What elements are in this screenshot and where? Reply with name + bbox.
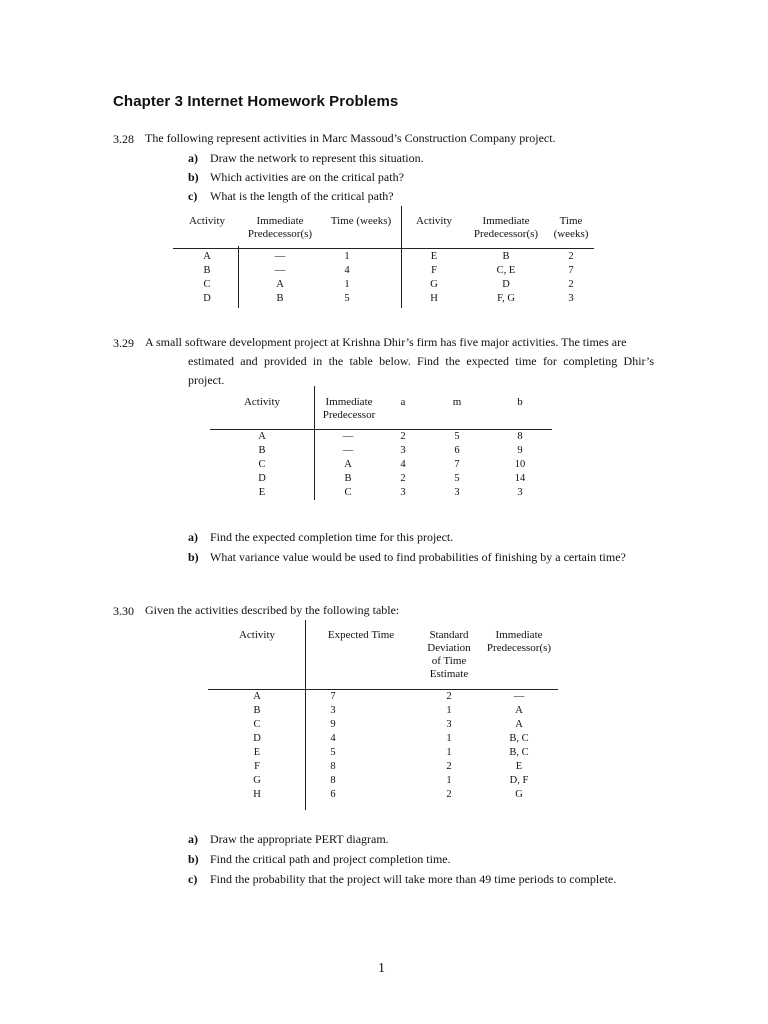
header-expected-time: Expected Time (327, 629, 395, 641)
page-number: 1 (378, 961, 385, 976)
header-m: m (452, 396, 462, 408)
table-cell: H (253, 789, 261, 800)
column-divider (305, 620, 306, 810)
problem-3-28-text: The following represent activities in Marc Massoud’s Construction Company project. (145, 131, 556, 145)
column-divider (314, 386, 315, 500)
table-cell: 5 (330, 747, 336, 758)
table-cell: 4 (330, 733, 336, 744)
table-cell: 4 (400, 459, 406, 470)
column-divider (401, 206, 402, 308)
problem-3-30-question-b: b) Find the critical path and project completion time. (188, 852, 451, 866)
header-predecessors-2: Predecessor(s) (473, 228, 539, 240)
table-cell: 3 (517, 487, 523, 498)
table-cell: 3 (446, 719, 452, 730)
table-cell: A (515, 719, 523, 730)
table-cell: B (344, 473, 352, 484)
table-cell: G (253, 775, 261, 786)
table-cell: C (258, 459, 266, 470)
table-cell: C, E (496, 265, 516, 276)
table-cell: 5 (344, 293, 350, 304)
table-cell: E (258, 487, 266, 498)
problem-3-29-question-b: b) What variance value would be used to find probabilities of finishing by a certain time? (188, 550, 626, 564)
table-cell: 3 (400, 487, 406, 498)
table-cell: — (342, 445, 354, 456)
table-cell: C (344, 487, 352, 498)
table-cell: 14 (514, 473, 526, 484)
header-activity-2: Activity (415, 215, 453, 227)
table-cell: 5 (454, 431, 460, 442)
table-cell: 1 (344, 251, 350, 262)
problem-3-29-question-a: a) Find the expected completion time for this project. (188, 530, 454, 544)
table-cell: 1 (446, 733, 452, 744)
problem-3-28-question-b: b) Which activities are on the critical path? (188, 170, 404, 184)
header-a: a (400, 396, 406, 408)
problem-3-28-question-c: c) What is the length of the critical path? (188, 189, 394, 203)
table-cell: 7 (330, 691, 336, 702)
table-cell: A (203, 251, 211, 262)
table-cell: D (502, 279, 510, 290)
table-cell: 1 (446, 747, 452, 758)
header-activity: Activity (188, 215, 226, 227)
table-cell: B, C (509, 747, 529, 758)
table-cell: B (253, 705, 261, 716)
problem-3-29-line-1: A small software development project at Krishna Dhir’s firm has five major activities. The times are (145, 335, 627, 349)
header-activity: Activity (238, 629, 276, 641)
header-deviation: Deviation (427, 642, 471, 654)
table-cell: D (258, 473, 266, 484)
table-cell: G (430, 279, 438, 290)
table-cell: 5 (454, 473, 460, 484)
header-time-2: Time (559, 215, 583, 227)
table-divider (173, 248, 594, 249)
table-cell: 2 (400, 431, 406, 442)
table-cell: 8 (517, 431, 523, 442)
table-cell: 9 (330, 719, 336, 730)
table-cell: E (515, 761, 523, 772)
header-immediate: Immediate (256, 215, 304, 227)
table-cell: A (258, 431, 266, 442)
table-cell: 8 (330, 761, 336, 772)
table-cell: B (502, 251, 510, 262)
problem-3-30-question-a: a) Draw the appropriate PERT diagram. (188, 832, 389, 846)
table-cell: 1 (446, 775, 452, 786)
column-divider (238, 246, 239, 308)
table-cell: 1 (446, 705, 452, 716)
header-immediate: Immediate (495, 629, 543, 641)
problem-3-29-line-2: estimated and provided in the table below. Find the expected time for completing Dhir’s (188, 354, 654, 368)
table-cell: F (431, 265, 437, 276)
table-cell: A (276, 279, 284, 290)
table-cell: — (342, 431, 354, 442)
table-cell: 4 (344, 265, 350, 276)
table-cell: 6 (330, 789, 336, 800)
table-cell: B (203, 265, 211, 276)
table-cell: A (253, 691, 261, 702)
table-cell: 3 (330, 705, 336, 716)
table-cell: 2 (568, 251, 574, 262)
problem-number-3-28: 3.28 (113, 132, 134, 146)
problem-3-30-text: Given the activities described by the following table: (145, 603, 400, 617)
table-cell: B (258, 445, 266, 456)
problem-number-3-30: 3.30 (113, 604, 134, 618)
table-cell: 2 (446, 691, 452, 702)
table-cell: E (430, 251, 438, 262)
table-cell: F, G (497, 293, 515, 304)
table-cell: F (254, 761, 260, 772)
problem-3-30-question-c: c) Find the probability that the project will take more than 49 time periods to complete. (188, 872, 617, 886)
table-cell: A (344, 459, 352, 470)
header-of-time: of Time (431, 655, 467, 667)
table-cell: C (253, 719, 261, 730)
header-predecessors: Predecessor(s) (486, 642, 552, 654)
table-cell: A (515, 705, 523, 716)
table-cell: 7 (454, 459, 460, 470)
table-cell: 2 (568, 279, 574, 290)
table-cell: — (513, 691, 525, 702)
header-weeks-2: (weeks) (553, 228, 589, 240)
table-cell: D (203, 293, 211, 304)
table-cell: G (515, 789, 523, 800)
table-cell: 6 (454, 445, 460, 456)
table-cell: 3 (400, 445, 406, 456)
problem-number-3-29: 3.29 (113, 336, 134, 350)
table-cell: H (430, 293, 438, 304)
header-b: b (517, 396, 523, 408)
table-cell: 3 (568, 293, 574, 304)
table-cell: 8 (330, 775, 336, 786)
table-cell: 1 (344, 279, 350, 290)
table-cell: C (203, 279, 211, 290)
table-cell: 2 (446, 789, 452, 800)
table-cell: — (274, 251, 286, 262)
table-cell: B, C (509, 733, 529, 744)
table-cell: D (253, 733, 261, 744)
table-cell: — (274, 265, 286, 276)
header-predecessor: Predecessor (322, 409, 376, 421)
header-estimate: Estimate (429, 668, 469, 680)
table-cell: 10 (514, 459, 526, 470)
header-time-weeks: Time (weeks) (330, 215, 392, 227)
table-cell: 2 (400, 473, 406, 484)
header-predecessors: Predecessor(s) (247, 228, 313, 240)
header-standard: Standard (429, 629, 469, 641)
table-cell: B (276, 293, 284, 304)
header-immediate-2: Immediate (482, 215, 530, 227)
table-cell: 9 (517, 445, 523, 456)
table-cell: 3 (454, 487, 460, 498)
problem-3-28-question-a: a) Draw the network to represent this situation. (188, 151, 424, 165)
table-cell: 2 (446, 761, 452, 772)
header-immediate: Immediate (325, 396, 373, 408)
header-activity: Activity (243, 396, 281, 408)
table-cell: 7 (568, 265, 574, 276)
page-title: Chapter 3 Internet Homework Problems (113, 93, 399, 110)
table-cell: E (253, 747, 261, 758)
problem-3-29-line-3: project. (188, 373, 225, 387)
table-cell: D, F (509, 775, 529, 786)
